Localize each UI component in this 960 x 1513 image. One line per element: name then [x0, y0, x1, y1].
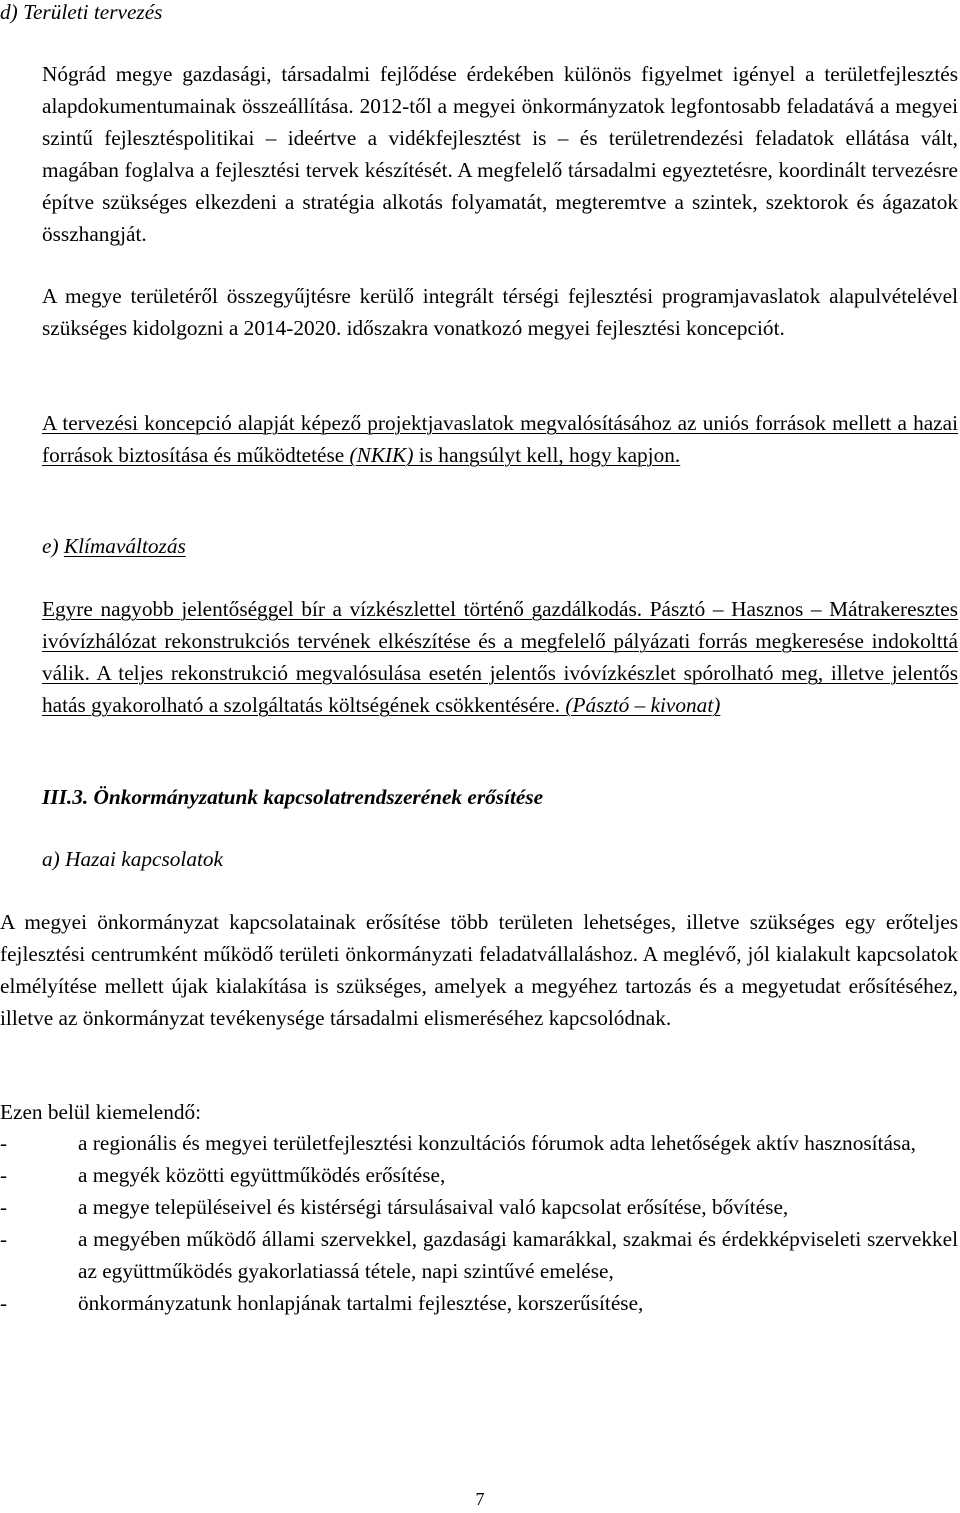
list-dash: - — [0, 1163, 8, 1187]
list-item-text: a megyében működő állami szervekkel, gazdasági kamarákkal, szakmai és érdekképviseleti szervekkel az együttműködés gyakorlatiassá tétele, napi szintűvé emelése, — [78, 1227, 958, 1283]
section-d-paragraph-2: A megye területéről összegyűjtésre kerülő integrált térségi fejlesztési programjavaslatok alapulvételével szükséges kidolgozni a 2014-2020. időszakra vonatkozó megyei fejlesztési koncepciót. — [42, 284, 958, 340]
list-item — [0, 1127, 958, 1159]
section-d-paragraph-1: Nógrád megye gazdasági, társadalmi fejlődése érdekében különös figyelmet igényel a területfejlesztés alapdokumentumainak összeállítása. 2012-től a megyei önkormányzatok legfontosabb feladatává a megyei szintű fejlesztéspolitikai – ideértve a vidékfejlesztést is – és területrendezési feladatok ellátása vált, magában foglalva a fejlesztési tervek készítését. A megfelelő társadalmi egyeztetésre, koordinált tervezésre építve szükséges elkezdeni a stratégia alkotás folyamatát, megteremtve a szintek, szektorok és ágazatok összhangját. — [42, 62, 958, 246]
section-iii3-paragraph: A megyei önkormányzat kapcsolatainak erősítése több területen lehetséges, illetve szükséges egy erőteljes fejlesztési centrumként működő területi önkormányzati feladatvállaláshoz. A meglévő, jól kialakult kapcsolatok elmélyítése mellett újak kialakítása is szükséges, amelyek a megyéhez tartozás és a megyetudat erősítéséhez, illetve az önkormányzat tevékenysége társadalmi elismeréséhez kapcsolódnak. — [0, 910, 958, 1030]
list-item-text: a regionális és megyei területfejlesztési konzultációs fórumok adta lehetőségek aktív hasznosítása, — [78, 1131, 916, 1155]
highlights-list — [0, 1127, 958, 1319]
highlights-intro: Ezen belül kiemelendő: — [0, 1100, 202, 1124]
list-item — [0, 1287, 958, 1319]
list-dash: - — [0, 1195, 8, 1219]
list-item — [0, 1191, 958, 1223]
list-dash: - — [0, 1227, 8, 1251]
section-e-title: Klímaváltozás — [63, 534, 186, 558]
list-item-text: a megye településeivel és kistérségi társulásaival való kapcsolat erősítése, bővítése, — [78, 1195, 789, 1219]
list-dash: - — [0, 1291, 8, 1315]
list-item-text: önkormányzatunk honlapjának tartalmi fejlesztése, korszerűsítése, — [78, 1291, 644, 1315]
list-item — [0, 1223, 958, 1287]
section-d-paragraph-3 — [42, 407, 958, 471]
section-e-heading — [42, 530, 186, 562]
section-e-label: e) — [42, 534, 64, 558]
section-d-heading: d) Területi tervezés — [0, 0, 163, 24]
page-number: 7 — [475, 1489, 485, 1509]
section-e-paragraph — [42, 593, 958, 721]
section-e-source-note: (Pásztó – kivonat) — [565, 693, 721, 717]
list-item-text: a megyék közötti együttműködés erősítése, — [78, 1163, 446, 1187]
section-iii3-heading: III.3. Önkormányzatunk kapcsolatrendszerének erősítése — [42, 785, 544, 809]
section-e-paragraph-text: Egyre nagyobb jelentőséggel bír a vízkészlettel történő gazdálkodás. Pásztó – Hasznos – Mátrakeresztes ivóvízhálózat rekonstrukciós tervének elkészítése és a megfelelő pályázati forrás megkeresése indokolttá válik. A teljes rekonstrukció megvalósulása esetén jelentős ivóvízkészlet spórolható meg, illetve jelentős hatás gyakorolható a szolgáltatás költségének csökkentésére. — [42, 597, 958, 717]
list-dash: - — [0, 1131, 8, 1155]
nkik-abbreviation: (NKIK) — [349, 443, 414, 467]
section-d-paragraph-3-tail: is hangsúlyt kell, hogy kapjon. — [413, 443, 681, 467]
section-d-paragraph-3-text: A tervezési koncepció alapját képező projektjavaslatok megvalósításához az uniós források mellett a hazai források biztosítása és működtetése — [42, 411, 958, 467]
list-item — [0, 1159, 958, 1191]
section-iii3-subheading: a) Hazai kapcsolatok — [42, 847, 223, 871]
